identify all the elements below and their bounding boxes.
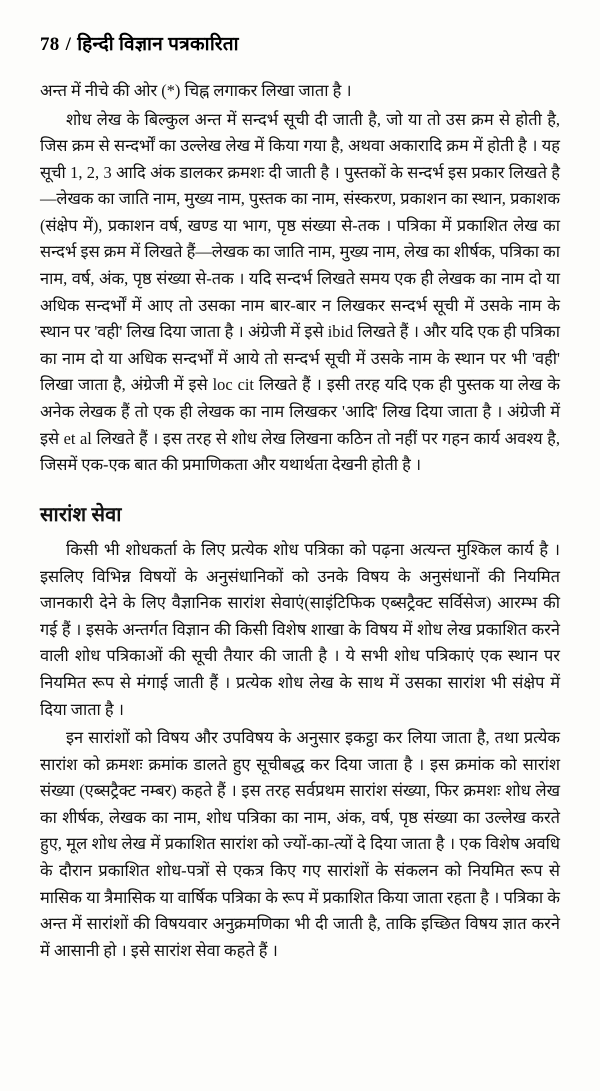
section-heading: सारांश सेवा [40, 503, 122, 526]
header-separator: / [65, 34, 72, 55]
page-body [40, 78, 560, 964]
page-header [40, 30, 560, 56]
section-paragraph-1: किसी भी शोधकर्ता के लिए प्रत्येक शोध पत्रिका को पढ़ना अत्यन्त मुश्किल कार्य है । इसलिए विभिन्न विषयों के अनुसंधानिकों को उनके विषय के अनुसंधानों की नियमित जानकारी देने के लिए वैज्ञानिक सारांश सेवाएं(साइंटिफिक एब्सट्रैक्ट सर्विसेज) आरम्भ की गई हैं । इसके अन्तर्गत विज्ञान की किसी विशेष शाखा के विषय में शोध लेख प्रकाशित करने वाली शोध पत्रिकाओं की सूची तैयार की जाती है । ये सभी शोध पत्रिकाएं एक स्थान पर नियमित रूप से मंगाई जाती हैं । प्रत्येक शोध लेख के साथ में उसका सारांश भी संक्षेप में दिया जाता है । [40, 540, 560, 719]
book-title: हिन्दी विज्ञान पत्रकारिता [77, 34, 239, 55]
page-number: 78 [40, 34, 60, 55]
section-paragraph-2: इन सारांशों को विषय और उपविषय के अनुसार इकट्ठा कर लिया जाता है, तथा प्रत्येक सारांश को क्रमशः क्रमांक डालते हुए सूचीबद्ध कर दिया जाता है । इस क्रमांक को सारांश संख्या (एब्सट्रैक्ट नम्बर) कहते हैं । इस तरह सर्वप्रथम सारांश संख्या, फिर क्रमशः शोध लेख का शीर्षक, लेखक का नाम, शोध पत्रिका का नाम, अंक, वर्ष, पृष्ठ संख्या का उल्लेख करते हुए, मूल शोध लेख में प्रकाशित सारांश को ज्यों-का-त्यों दे दिया जाता है । एक विशेष अवधि के दौरान प्रकाशित शोध-पत्रों से एकत्र किए गए सारांशों के संकलन को नियमित रूप से मासिक या त्रैमासिक या वार्षिक पत्रिका के रूप में प्रकाशित किया जाता रहता है । पत्रिका के अन्त में सारांशों की विषयवार अनुक्रमणिका भी दी जाती है, ताकि इच्छित विषय ज्ञात करने में आसानी हो । इसे सारांश सेवा कहते हैं । [40, 728, 560, 960]
paragraph-1: अन्त में नीचे की ओर (*) चिह्न लगाकर लिखा जाता है । [40, 81, 352, 100]
paragraph-2: शोध लेख के बिल्कुल अन्त में सन्दर्भ सूची दी जाती है, जो या तो उस क्रम से होती है, जिस क्रम से सन्दर्भों का उल्लेख लेख में किया गया है, अथवा अकारादि क्रम में होती है । यह सूची 1, 2, 3 आदि अंक डालकर क्रमशः दी जाती है । पुस्तकों के सन्दर्भ इस प्रकार लिखते है—लेखक का जाति नाम, मुख्य नाम, पुस्तक का नाम, संस्करण, प्रकाशन का स्थान, प्रकाशक (संक्षेप में), प्रकाशन वर्ष, खण्ड या भाग, पृष्ठ संख्या से-तक । पत्रिका में प्रकाशित लेख का सन्दर्भ इस क्रम में लिखते हैं—लेखक का जाति नाम, मुख्य नाम, लेख का शीर्षक, पत्रिका का नाम, वर्ष, अंक, पृष्ठ संख्या से-तक । यदि सन्दर्भ लिखते समय एक ही लेखक का नाम दो या अधिक सन्दर्भों में आए तो उसका नाम बार-बार न लिखकर सन्दर्भ सूची में उसके नाम के स्थान पर 'वही' लिख दिया जाता है । अंग्रेजी में इसे ibid लिखते हैं । और यदि एक ही पत्रिका का नाम दो या अधिक सन्दर्भों में आये तो सन्दर्भ सूची में उसके नाम के स्थान पर भी 'वही' लिखा जाता है, अंग्रेजी में इसे loc cit लिखते हैं । इसी तरह यदि एक ही पुस्तक या लेख के अनेक लेखक हैं तो एक ही लेखक का नाम लिखकर 'आदि' लिख दिया जाता है । अंग्रेजी में इसे et al लिखते हैं । इस तरह से शोध लेख लिखना कठिन तो नहीं पर गहन कार्य अवश्य है, जिसमें एक-एक बात की प्रमाणिकता और यथार्थता देखनी होती है । [40, 109, 560, 475]
